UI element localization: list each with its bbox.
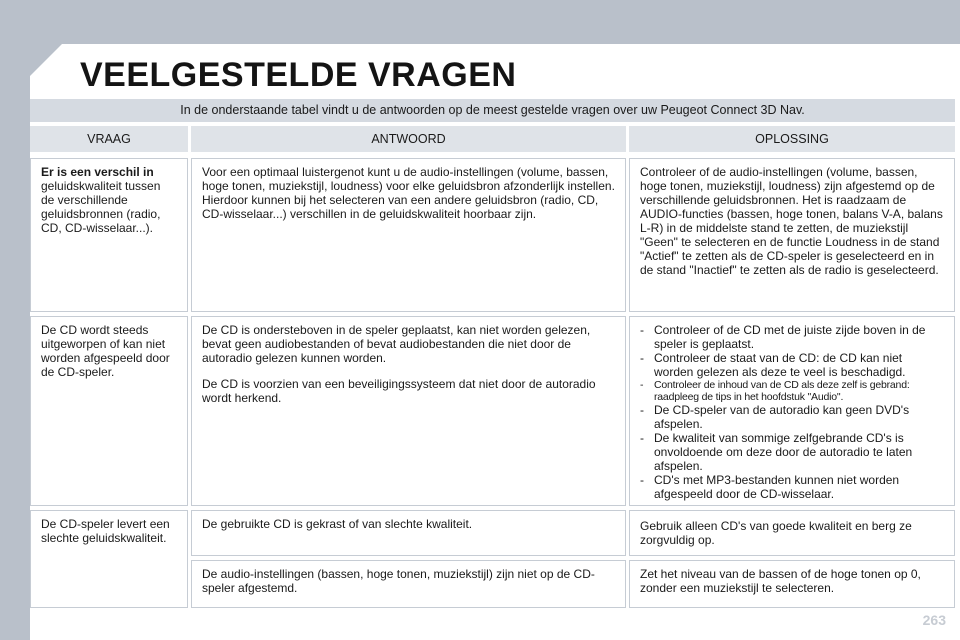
list-item: - CD's met MP3-bestanden kunnen niet worden afgespeeld door de CD-wisselaar.	[640, 473, 944, 501]
header-oplossing: OPLOSSING	[629, 126, 955, 152]
row1-solution	[629, 158, 955, 312]
row1-question	[30, 158, 188, 312]
intro-banner: In de onderstaande tabel vindt u de antwoorden op de meest gestelde vragen over uw Peugeot Connect 3D Nav.	[30, 99, 955, 122]
list-item: - De CD-speler van de autoradio kan geen DVD's afspelen.	[640, 403, 944, 431]
row3-answer-b-text: De audio-instellingen (bassen, hoge tonen, muziekstijl) zijn niet op de CD-speler afgestemd.	[202, 567, 595, 595]
row2-solution	[629, 316, 955, 506]
row3-question-text: De CD-speler levert een slechte geluidskwaliteit.	[41, 517, 170, 545]
page-title: VEELGESTELDE VRAGEN	[80, 56, 517, 94]
row3-question	[30, 510, 188, 608]
list-item: - Controleer de staat van de CD: de CD kan niet worden gelezen als deze te veel is beschadigd.	[640, 351, 944, 379]
row1-question-text: geluidskwaliteit tussen de verschillende geluidsbronnen (radio, CD, CD-wisselaar...).	[41, 179, 161, 235]
row3-answer-a-text: De gebruikte CD is gekrast of van slechte kwaliteit.	[202, 517, 473, 531]
row1-answer	[191, 158, 626, 312]
row2-solution-list	[640, 323, 944, 501]
list-item: - Controleer de inhoud van de CD als deze zelf is gebrand: raadpleeg de tips in het hoofdstuk "Audio".	[640, 379, 944, 403]
row2-question-text: De CD wordt steeds uitgeworpen of kan niet worden afgespeeld door de CD-speler.	[41, 323, 170, 379]
row3-solution-a	[629, 510, 955, 556]
page-number: 263	[922, 612, 946, 628]
row3-answer-b	[191, 560, 626, 608]
header-vraag: VRAAG	[30, 126, 188, 152]
row2-answer-text-1: De CD is ondersteboven in de speler geplaatst, kan niet worden gelezen, bevat geen audiobestanden of bevat audiobestanden die niet door de autoradio gelezen kunnen worden.	[202, 323, 591, 365]
list-item: - Controleer of de CD met de juiste zijde boven in de speler is geplaatst.	[640, 323, 944, 351]
header-antwoord: ANTWOORD	[191, 126, 626, 152]
row1-question-lead: Er is een verschil in	[41, 165, 154, 179]
row2-answer-text-2: De CD is voorzien van een beveiligingssysteem dat niet door de autoradio wordt herkend.	[202, 377, 596, 405]
row3-solution-a-text: Gebruik alleen CD's van goede kwaliteit en berg ze zorgvuldig op.	[640, 519, 912, 547]
row2-question	[30, 316, 188, 506]
row3-answer-a	[191, 510, 626, 556]
list-item: - De kwaliteit van sommige zelfgebrande CD's is onvoldoende om deze door de autoradio te laten afspelen.	[640, 431, 944, 473]
row2-answer	[191, 316, 626, 506]
row1-answer-text: Voor een optimaal luistergenot kunt u de audio-instellingen (volume, bassen, hoge tonen, muziekstijl, loudness) voor elke geluidsbron afzonderlijk instellen. Hierdoor kunnen bij het selecteren van een andere geluidsbron (radio, CD, CD-wisselaar...) verschillen in de geluidskwaliteit hoorbaar zijn.	[202, 165, 615, 221]
row3-solution-b	[629, 560, 955, 608]
row3-solution-b-text: Zet het niveau van de bassen of de hoge tonen op 0, zonder een muziekstijl te selecteren.	[640, 567, 921, 595]
row1-solution-text: Controleer of de audio-instellingen (volume, bassen, hoge tonen, muziekstijl, loudness) zijn afgestemd op de verschillende geluidsbronnen. Het is raadzaam de AUDIO-functies (bassen, hoge tonen, balans V-A, balans L-R) in de middelste stand te zetten, de muziekstijl "Geen" te selecteren en de functie Loudness in de stand "Actief" te zetten als de CD-speler is geselecteerd en in de stand "Inactief" te zetten als de radio is geselecteerd.	[640, 165, 943, 277]
